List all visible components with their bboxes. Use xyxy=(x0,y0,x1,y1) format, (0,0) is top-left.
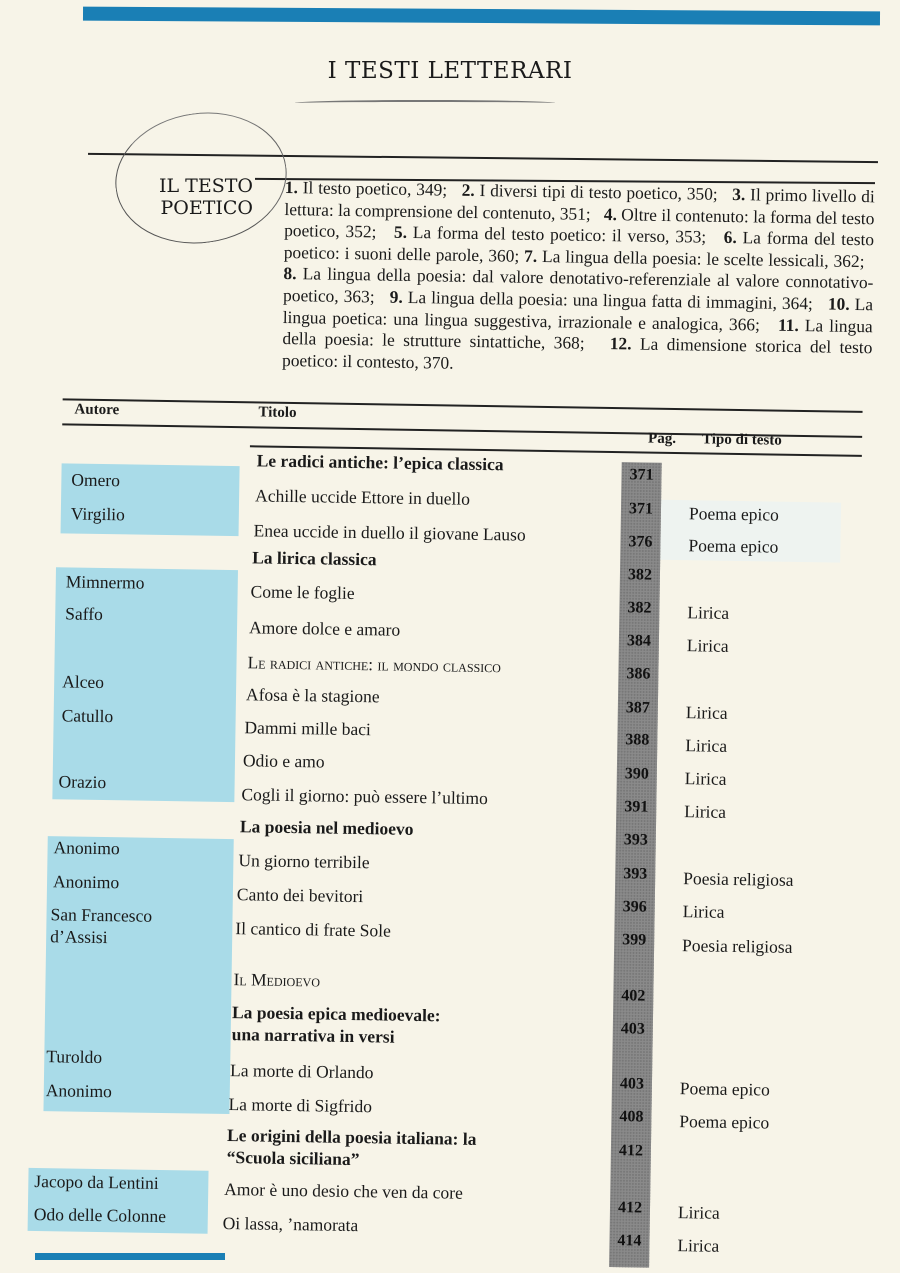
column-header-title: Titolo xyxy=(258,404,297,422)
page-number: 393 xyxy=(623,831,648,849)
author: Omero xyxy=(71,469,121,491)
text-type: Lirica xyxy=(684,768,727,789)
author: Alceo xyxy=(62,671,105,693)
text-type: Poema epico xyxy=(679,1111,770,1133)
page-number: 403 xyxy=(620,1020,645,1038)
column-header-author: Autore xyxy=(74,401,120,419)
page-number: 384 xyxy=(626,632,652,650)
page-number: 412 xyxy=(618,1142,644,1160)
page-number: 376 xyxy=(628,533,653,551)
text-type: Lirica xyxy=(686,635,729,656)
page-number: 388 xyxy=(625,731,650,749)
page-number: 391 xyxy=(624,798,649,816)
page-number: 382 xyxy=(627,599,652,617)
title: Odio e amo xyxy=(242,750,325,772)
page-number: 393 xyxy=(623,865,648,883)
author: Jacopo da Lentini xyxy=(34,1171,159,1193)
page-number: 403 xyxy=(619,1075,645,1093)
page-number: 399 xyxy=(622,931,647,949)
text-type: Poema epico xyxy=(688,503,779,525)
title: Canto dei bevitori xyxy=(236,884,364,907)
column-header-page: Pag. xyxy=(647,430,677,447)
page-number: 396 xyxy=(622,898,647,916)
text-type: Lirica xyxy=(677,1235,720,1256)
title: Oi lassa, ’namorata xyxy=(222,1212,359,1236)
author: Turoldo xyxy=(46,1046,103,1068)
page-number: 414 xyxy=(617,1232,642,1250)
text-type: Poesia religiosa xyxy=(681,935,793,957)
title: Amore dolce e amaro xyxy=(248,617,401,640)
section-contents: 1. Il testo poetico, 349; 2. I diversi tipi di testo poetico, 350; 3. Il primo livello di lettura: la comprensione del contenuto, 351; 4. Oltre il contenuto: la forma del testo poetico, 352; 5. La forma del testo poetico: il verso, 353; 6. La forma del testo poetico: i suoni delle parole, 360; 7. La lingua della poesia: le scelte lessicali, 362; 8. La lingua della poesia: dal valore denotativo-referenziale al valore connotativo-poetico, 363; 9. La lingua della poesia: una lingua fatta di immagini, 364; 10. La lingua poetica: una lingua suggestiva, irrazionale e analogica, 366; 11. La lingua della poesia: le strutture sintattiche, 368; 12. La dimensione storica del testo poetico: il contesto, 370. xyxy=(281,177,875,373)
section-heading: Il Medioevo xyxy=(233,969,321,991)
page-number: 412 xyxy=(617,1199,643,1217)
author: Saffo xyxy=(65,603,104,625)
author: Orazio xyxy=(58,771,107,793)
author: Catullo xyxy=(61,705,114,727)
page-number: 371 xyxy=(629,466,654,484)
text-type: Lirica xyxy=(682,901,725,922)
page-number: 402 xyxy=(621,987,646,1005)
text-type: Poema epico xyxy=(679,1078,770,1100)
title: Enea uccide in duello il giovane Lauso xyxy=(253,520,526,545)
section-label: IL TESTO POETICO xyxy=(159,175,253,219)
page-number: 386 xyxy=(626,665,651,683)
footer-accent-bar xyxy=(35,1253,225,1260)
title: Come le foglie xyxy=(250,581,355,603)
author: San Francesco d’Assisi xyxy=(50,904,153,948)
title: La morte di Orlando xyxy=(229,1060,374,1083)
title: Un giorno terribile xyxy=(238,850,370,873)
title: Achille uccide Ettore in duello xyxy=(254,485,471,509)
column-header-type: Tipo di testo xyxy=(701,431,782,449)
author: Anonimo xyxy=(53,837,120,859)
divider xyxy=(63,398,863,413)
author: Odo delle Colonne xyxy=(33,1204,167,1227)
page-number: 390 xyxy=(624,765,649,783)
text-type: Lirica xyxy=(685,702,728,723)
title: Dammi mille baci xyxy=(244,717,372,740)
text-type: Lirica xyxy=(684,801,727,822)
text-type: Poesia religiosa xyxy=(683,868,794,890)
page-number: 387 xyxy=(625,699,650,717)
section-heading: Le radici antiche: l’epica classica xyxy=(256,450,504,475)
title: Cogli il giorno: può essere l’ultimo xyxy=(241,784,489,809)
text-type: Lirica xyxy=(677,1202,720,1223)
section-heading: Le radici antiche: il mondo classico xyxy=(247,652,502,677)
title: Il cantico di frate Sole xyxy=(235,918,391,941)
title: Afosa è la stagione xyxy=(245,684,380,707)
author: Virgilio xyxy=(70,503,126,525)
author: Anonimo xyxy=(52,871,120,893)
page-number: 408 xyxy=(619,1108,644,1126)
page-number: 371 xyxy=(628,500,654,518)
author: Mimnermo xyxy=(65,571,145,593)
page-number: 382 xyxy=(627,566,653,584)
text-type: Lirica xyxy=(685,735,728,756)
text-type: Poema epico xyxy=(688,535,779,557)
section-heading: La poesia nel medioevo xyxy=(239,816,414,839)
title: Amor è uno desio che ven da core xyxy=(224,1178,463,1203)
section-heading: La poesia epica medioevale: una narrativa in versi xyxy=(231,1002,441,1047)
page-title: I TESTI LETTERARI xyxy=(327,58,573,84)
author: Anonimo xyxy=(45,1080,113,1102)
section-heading: La lirica classica xyxy=(252,547,377,570)
title: La morte di Sigfrido xyxy=(228,1094,373,1117)
section-heading: Le origini della poesia italiana: la “Scuola siciliana” xyxy=(226,1125,477,1170)
text-type: Lirica xyxy=(687,602,730,623)
